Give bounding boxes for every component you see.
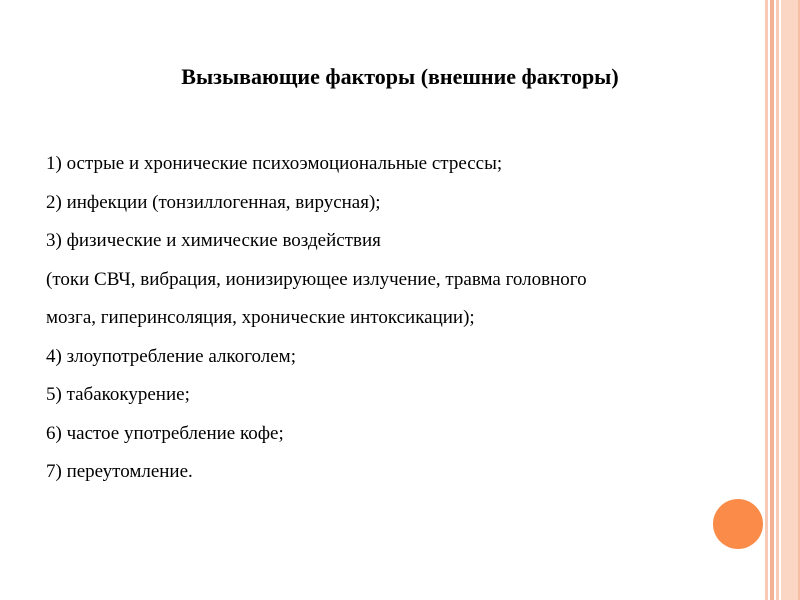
decorative-circle — [713, 499, 763, 549]
list-item: 1) острые и хронические психоэмоциональные стрессы; — [46, 153, 503, 174]
decorative-stripe — [770, 0, 774, 600]
list-item: (токи СВЧ, вибрация, ионизирующее излучение, травма головного — [46, 268, 587, 290]
list-item: 5) табакокурение; — [46, 384, 190, 405]
list-item: мозга, гиперинсоляция, хронические интоксикации); — [46, 307, 475, 328]
list-item: 6) частое употребление кофе; — [46, 422, 284, 444]
list-item: 3) физические и химические воздействия — [46, 230, 381, 251]
slide-title: Вызывающие факторы (внешние факторы) — [181, 64, 619, 89]
list-item: 4) злоупотребление алкоголем; — [46, 345, 296, 367]
decorative-stripe — [776, 0, 779, 600]
decorative-stripe — [781, 0, 798, 600]
list-item: 2) инфекции (тонзиллогенная, вирусная); — [46, 191, 381, 213]
decorative-stripe — [765, 0, 768, 600]
list-item: 7) переутомление. — [46, 461, 193, 482]
factors-list — [46, 150, 746, 497]
